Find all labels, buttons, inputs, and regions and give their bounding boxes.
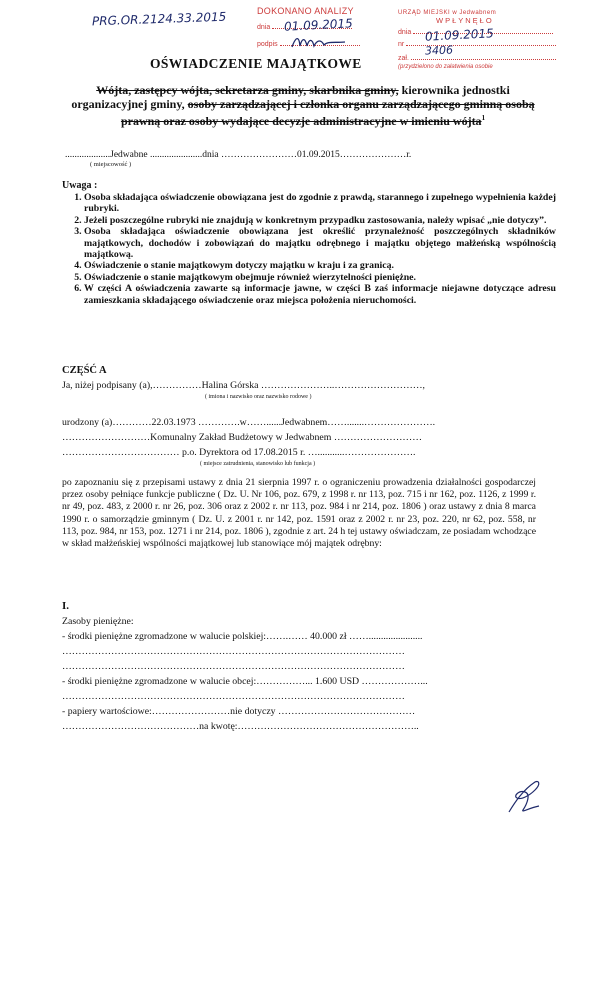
note-item: 1. Osoba składająca oświadczenie obowiązana jest do zgodnie z prawdą, starannego i zupełnego wypełnienia każdej rubryki. <box>84 192 556 215</box>
birth-line: urodzony (a)…………22.03.1973 ………….w……......Jedwabnem…….......…………………. <box>62 417 436 428</box>
blank-line: …………………………………………………………………………………………… <box>62 661 405 672</box>
note-item: 4. Oświadczenie o stanie majątkowym dotyczy majątku w kraju i za granicą. <box>84 260 556 271</box>
notes-title: Uwaga : <box>62 180 98 191</box>
analysis-stamp-podpis-label: podpis <box>257 41 278 48</box>
initials-signature-icon <box>505 776 545 823</box>
section-1-title: I. <box>62 600 70 612</box>
note-item: 3. Osoba składająca oświadczenie obowiązana jest określić przynależność poszczególnych składników majątkowych, dochodów i zobowiązań do majątku odrębnego i majątku objętego małżeńską wspólnością majątkową. <box>84 226 556 260</box>
place-caption: ( miejscowość ) <box>90 161 132 168</box>
declarant-name-caption: ( imiona i nazwisko oraz nazwisko rodowe ) <box>205 394 312 400</box>
blank-line: …………………………………………………………………………………………… <box>62 691 405 702</box>
cash-resources-label: Zasoby pieniężne: <box>62 616 134 627</box>
registry-stamp-office: URZĄD MIEJSKI w Jedwabnem <box>398 10 497 16</box>
note-item: 2. Jeżeli poszczególne rubryki nie znajdują w konkretnym przypadku zastosowania, należy wpisać „nie dotyczy”. <box>84 215 556 226</box>
registry-stamp-zal-label: zał. <box>398 55 409 62</box>
workplace-caption: ( miejsce zatrudnienia, stanowisko lub funkcja ) <box>200 461 316 467</box>
analysis-stamp-date: 01.09.2015 <box>283 16 354 34</box>
place-date-line: ...................Jedwabne ......................dnia ……………………01.09.2015…………………r. <box>65 150 412 160</box>
heading-kept-part: kierownika jednostki organizacyjnej gminy, <box>71 83 510 111</box>
position-heading <box>68 83 538 128</box>
heading-footnote: 1 <box>481 114 486 122</box>
position-line: ……………………………… p.o. Dyrektora od 17.08.2015 r. …...........…………………. <box>62 447 416 458</box>
foreign-funds-line: - środki pieniężne zgromadzone w walucie obcej:……………... 1.600 USD ………………... <box>62 676 428 687</box>
analysis-stamp-dnia-label: dnia <box>257 24 271 31</box>
part-a-title: CZĘŚĆ A <box>62 365 107 376</box>
handwritten-reference: PRG.OR.2124.33.2015 <box>91 9 227 29</box>
registry-stamp-received: WPŁYNĘŁO <box>436 16 494 25</box>
note-item: 5. Oświadczenie o stanie majątkowym obejmuje również wierzytelności pieniężne. <box>84 272 556 283</box>
registry-stamp-nr-label: nr <box>398 41 405 48</box>
securities-amount-line: ……………………………………na kwotę:……………………………………………….. <box>62 721 419 732</box>
securities-line: - papiery wartościowe:……………………nie dotyczy …………………………………… <box>62 706 416 717</box>
pln-funds-line: - środki pieniężne zgromadzone w walucie polskiej:…….…… 40.000 zł ……...................... <box>62 631 423 642</box>
registry-stamp-dnia-label: dnia <box>398 29 412 36</box>
workplace-line: ………………………Komunalny Zakład Budżetowy w Jedwabnem ……………………… <box>62 432 422 443</box>
note-item: 6. W części A oświadczenia zawarte są informacje jawne, w części B zaś informacje niejawne dotyczące adresu zamieszkania składającego oświadczenie oraz miejsca położenia nieruchomości. <box>84 283 556 306</box>
heading-struck-part-2: osoby zarządzającej i członka organu zarządzającego gminną osobą prawną oraz osoby wydające decyzje administracyjne w imieniu wójta <box>120 97 535 128</box>
analysis-signature-icon <box>290 34 348 54</box>
blank-line: …………………………………………………………………………………………… <box>62 646 405 657</box>
legal-paragraph: po zapoznaniu się z przepisami ustawy z dnia 21 sierpnia 1997 r. o ograniczeniu prowadzenia działalności gospodarczej przez osoby pełniące funkcje publiczne ( Dz. U. Nr 106, poz. 679, z 1998 r. nr 113, poz. 715 i nr 162, poz. 1126, z 1999 r. nr 49, poz. 483, z 2000 r. nr 26, poz. 306 oraz z 2002 r. nr 113, poz. 984 i nr 214, poz. 1806 ) oraz ustawy z dnia 8 marca 1990 r. o samorządzie gminnym ( Dz. U. z 2001 r. nr 142, poz. 1591 oraz z 2002 r. nr 23, poz. 220, nr 62, poz. 558, nr 113, poz. 984, nr 153, poz. 1271 i nr 214, poz. 1806 ), zgodnie z art. 24 h tej ustawy oświadczam, ze posiadam wchodzące w skład małżeńskiej wspólności majątkowej lub stanowiące mój majątek odrębny: <box>62 477 536 550</box>
notes-list <box>62 192 556 306</box>
registry-stamp-date: 01.09.2015 <box>424 26 495 44</box>
heading-struck-part-1: Wójta, zastępcy wójta, sekretarza gminy, skarbnika gminy, <box>96 83 399 97</box>
declarant-name-line: Ja, niżej podpisany (a),……………Halina Górska …………………..………………………, <box>62 380 425 391</box>
document-title: OŚWIADCZENIE MAJĄTKOWE <box>150 56 362 71</box>
registry-stamp-footer: (przydzielono do załatwienia osobie <box>398 64 493 70</box>
registry-stamp-number: 3406 <box>424 43 454 58</box>
analysis-stamp-title: DOKONANO ANALIZY <box>257 6 354 16</box>
